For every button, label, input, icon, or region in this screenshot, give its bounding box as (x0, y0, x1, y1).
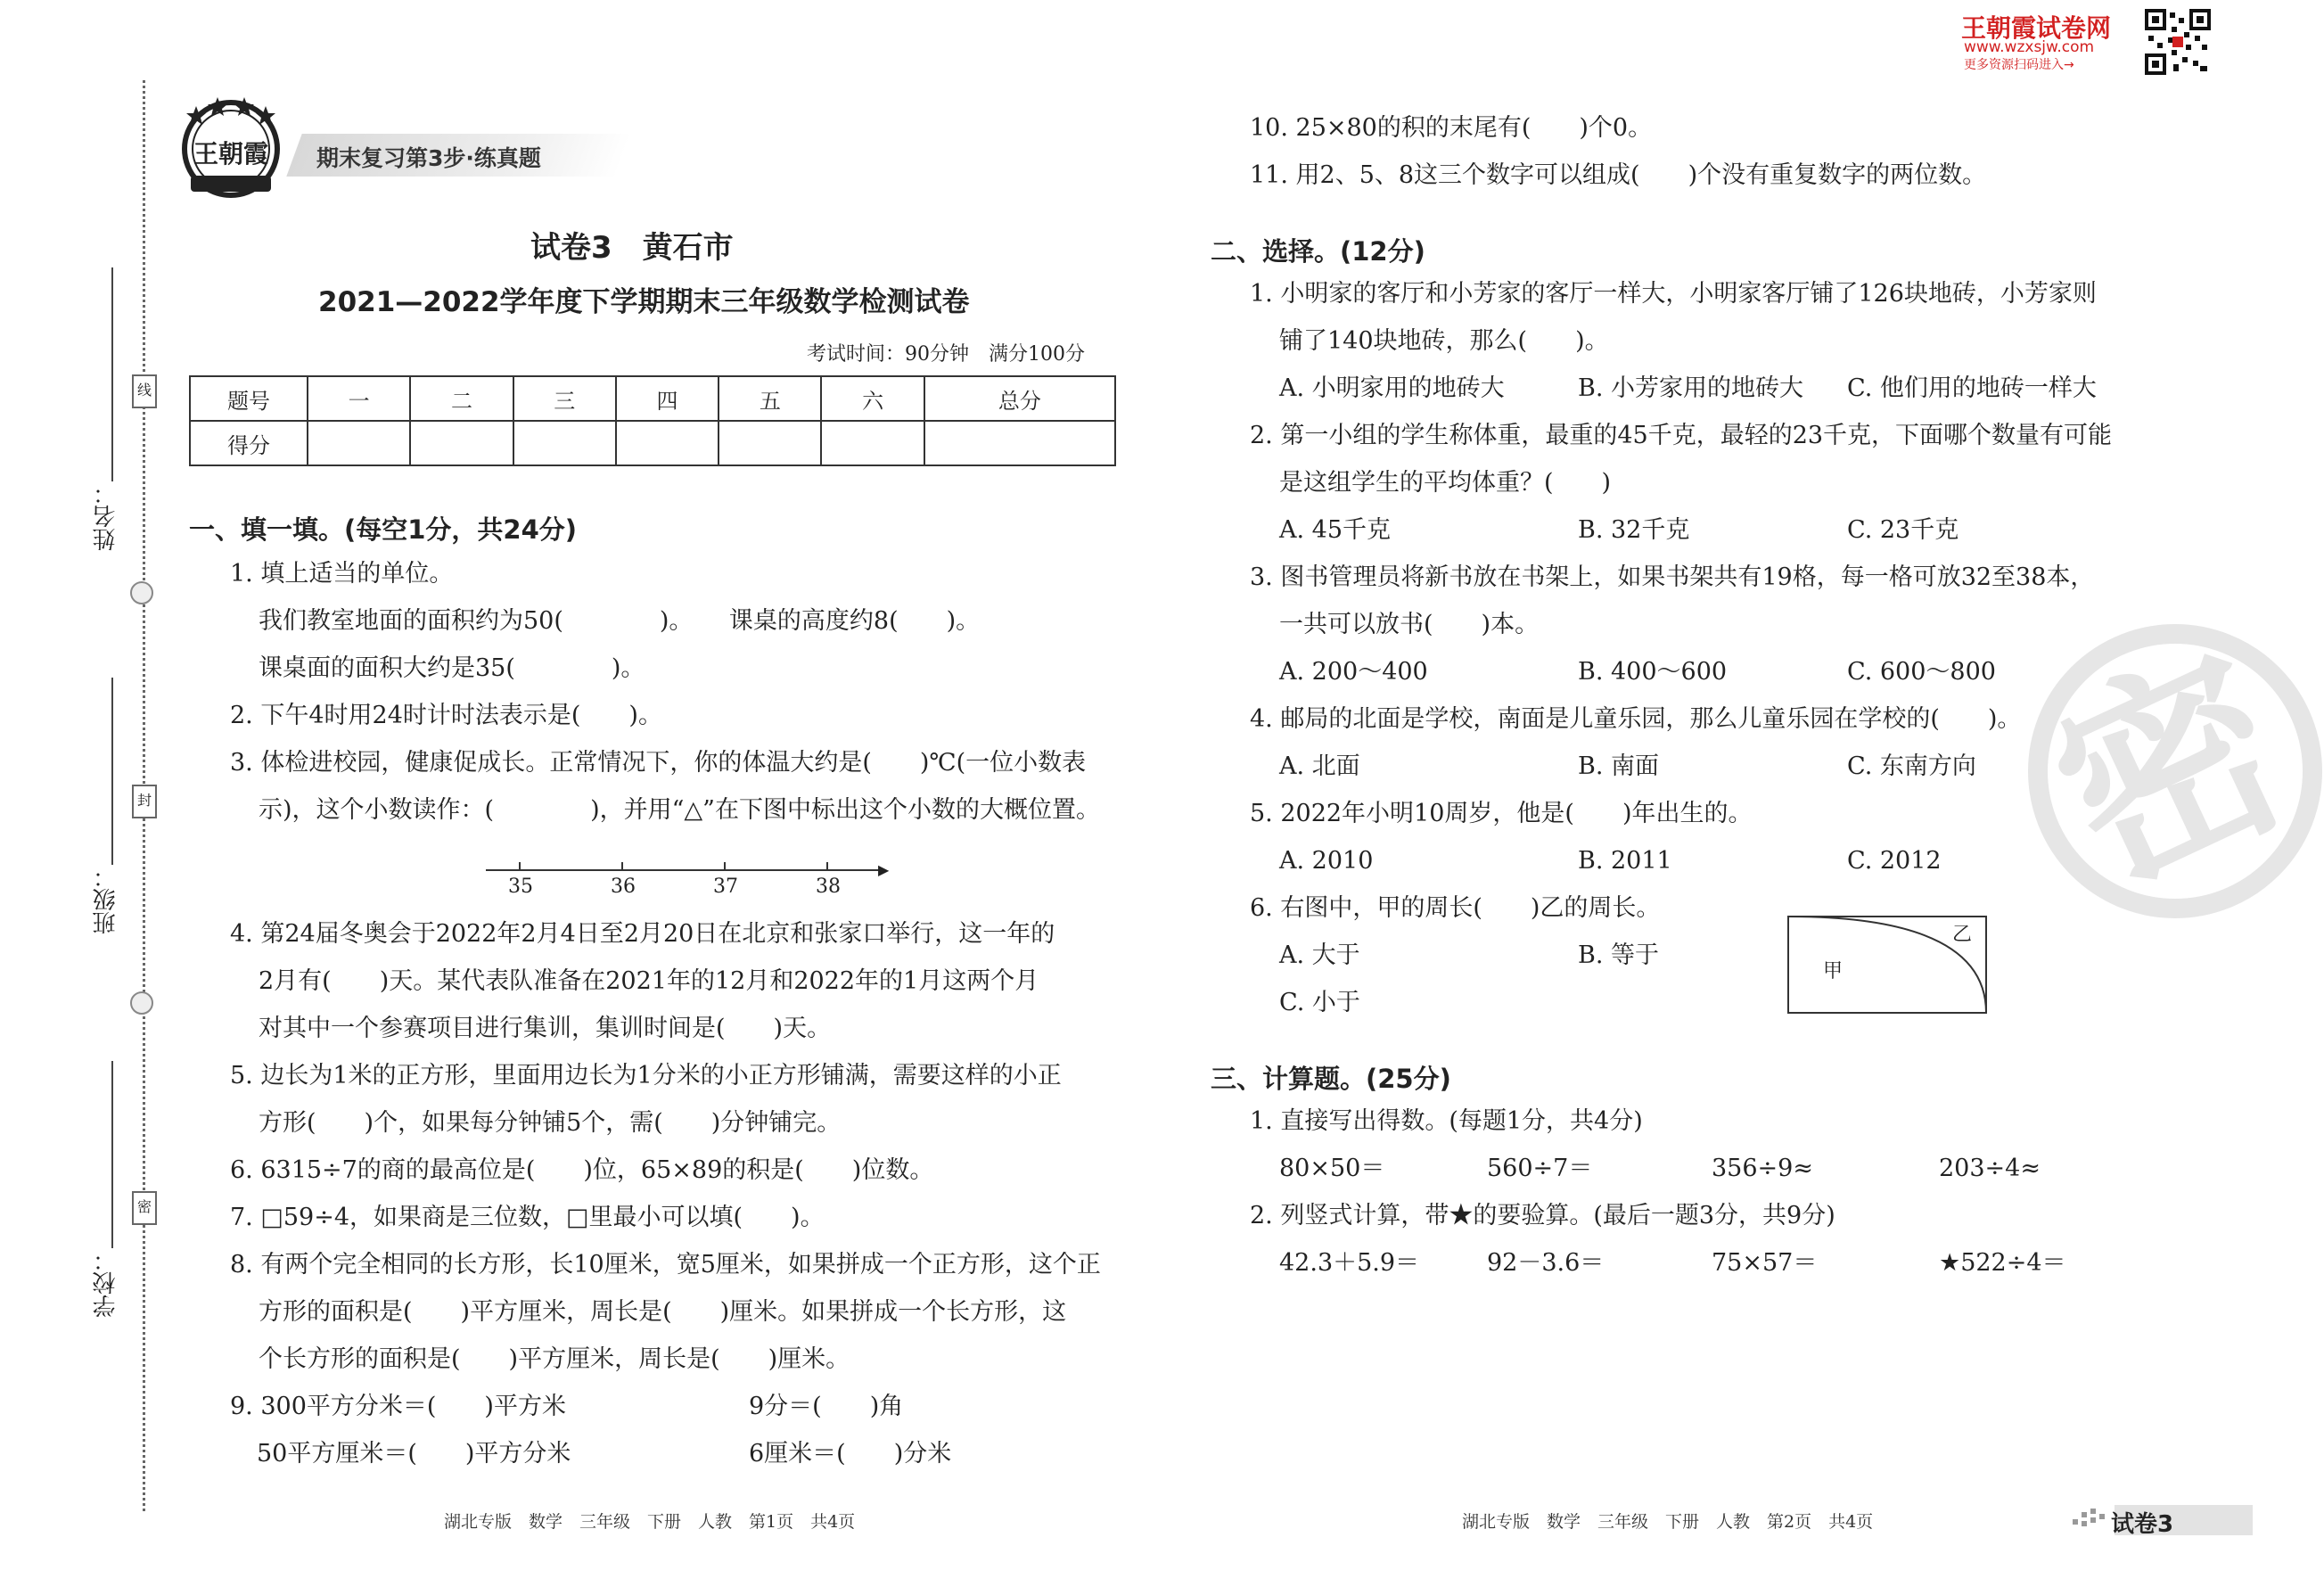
question-line: 6. 右图中，甲的周长( )乙的周长。 (1250, 894, 1661, 922)
question-line: 4. 第24届冬奥会于2022年2月4日至2月20日在北京和张家口举行，这一年的 (230, 920, 1055, 948)
vertical-calc-item[interactable]: 42.3＋5.9＝ (1279, 1249, 1420, 1277)
logo-text: 王朝霞 (193, 139, 268, 169)
score-header-cell: 题号 (190, 376, 308, 421)
section1-title: 一、填一填。(每空1分，共24分) (189, 514, 578, 545)
section3-title: 三、计算题。(25分) (1211, 1064, 1451, 1094)
question-line: 一共可以放书( )本。 (1279, 611, 1540, 638)
question-line: 3. 体检进校园，健康促成长。正常情况下，你的体温大约是( )℃(一位小数表 (230, 749, 1087, 777)
question-line: 铺了140块地砖，那么( )。 (1279, 327, 1609, 355)
option[interactable]: A. 北面 (1279, 752, 1360, 780)
question-line: 9分＝( )角 (749, 1393, 904, 1420)
binding-bead (130, 581, 153, 604)
school-blank-line[interactable] (111, 1061, 113, 1248)
figure-label-jia: 甲 (1823, 960, 1844, 982)
banner-text: 期末复习第3步·练真题 (316, 145, 541, 171)
question-line: 4. 邮局的北面是学校，南面是儿童乐园，那么儿童乐园在学校的( )。 (1250, 705, 2022, 733)
option[interactable]: B. 等于 (1578, 941, 1660, 969)
class-blank-line[interactable] (111, 678, 113, 865)
qr-code-icon[interactable] (2145, 9, 2211, 75)
binding-tag-mi: 密 (132, 1191, 157, 1225)
exam-info: 考试时间：90分钟 满分100分 (807, 343, 1085, 366)
option[interactable]: C. 他们用的地砖一样大 (1847, 374, 2097, 402)
footer-left: 湖北专版 数学 三年级 下册 人教 第1页 共4页 (444, 1512, 856, 1532)
binding-bead (130, 991, 153, 1015)
score-header-cell: 一 (308, 376, 410, 421)
brand-logo (178, 94, 283, 199)
vertical-calc-item[interactable]: ★522÷4＝ (1939, 1249, 2066, 1277)
score-header-cell: 总分 (924, 376, 1115, 421)
number-line-tick (621, 862, 623, 871)
question-line: 11. 用2、5、8这三个数字可以组成( )个没有重复数字的两位数。 (1250, 161, 1987, 189)
number-line-tick (826, 862, 828, 871)
question-line: 1. 小明家的客厅和小芳家的客厅一样大，小明家客厅铺了126块地砖，小芳家则 (1250, 280, 2097, 308)
name-label: 姓名： (93, 481, 119, 551)
question-line: 8. 有两个完全相同的长方形，长10厘米，宽5厘米，如果拼成一个正方形，这个正 (230, 1251, 1101, 1278)
option[interactable]: B. 32千克 (1578, 516, 1690, 544)
question-line: 2. 列竖式计算，带★的要验算。(最后一题3分，共9分) (1250, 1202, 1835, 1229)
question-line: 课桌面的面积大约是35( )。 (259, 654, 645, 682)
vertical-calc-item[interactable]: 92－3.6＝ (1487, 1249, 1605, 1277)
exam-subtitle: 2021—2022学年度下学期期末三年级数学检测试卷 (318, 286, 970, 318)
question-line: 50平方厘米＝( )平方分米 (257, 1440, 571, 1468)
question-line: 示)，这个小数读作：( )，并用“△”在下图中标出这个小数的大概位置。 (259, 796, 1100, 824)
figure-label-yi: 乙 (1952, 924, 1973, 946)
oral-calc-item[interactable]: 560÷7＝ (1487, 1155, 1593, 1182)
footer-right: 湖北专版 数学 三年级 下册 人教 第2页 共4页 (1462, 1512, 1874, 1532)
option[interactable]: A. 小明家用的地砖大 (1279, 374, 1505, 402)
score-cell[interactable] (719, 421, 821, 465)
oral-calc-item[interactable]: 80×50＝ (1279, 1155, 1385, 1182)
number-line-label: 37 (713, 876, 738, 898)
question-line: 9. 300平方分米＝( )平方米 (230, 1393, 566, 1420)
question-line: 5. 2022年小明10周岁，他是( )年出生的。 (1250, 800, 1753, 827)
watermark-char: 密 (2021, 613, 2320, 930)
paper-tag-dots-icon (2073, 1507, 2108, 1530)
question-line: 5. 边长为1米的正方形，里面用边长为1分米的小正方形铺满，需要这样的小正 (230, 1062, 1062, 1089)
option[interactable]: B. 2011 (1578, 847, 1672, 875)
score-header-row (190, 376, 1115, 421)
option[interactable]: C. 小于 (1279, 989, 1360, 1016)
question-line: 2. 下午4时用24时计时法表示是( )。 (230, 702, 662, 729)
score-cell[interactable] (924, 421, 1115, 465)
perimeter-figure (1787, 916, 1994, 1015)
number-line-label: 35 (508, 876, 533, 898)
site-name[interactable]: 王朝霞试卷网 (1961, 13, 2112, 43)
option[interactable]: B. 南面 (1578, 752, 1660, 780)
number-line-label: 36 (611, 876, 636, 898)
option[interactable]: C. 600～800 (1847, 658, 1996, 686)
option[interactable]: C. 23千克 (1847, 516, 1959, 544)
question-line: 10. 25×80的积的末尾有( )个0。 (1250, 114, 1653, 142)
score-table (189, 375, 1116, 466)
question-line: 方形的面积是( )平方厘米，周长是( )厘米。如果拼成一个长方形，这 (259, 1298, 1067, 1326)
number-line-tick (724, 862, 726, 871)
score-header-cell: 六 (821, 376, 924, 421)
oral-calc-item[interactable]: 356÷9≈ (1712, 1155, 1813, 1182)
score-header-cell: 四 (616, 376, 719, 421)
section2-title: 二、选择。(12分) (1211, 236, 1425, 267)
option[interactable]: C. 2012 (1847, 847, 1942, 875)
number-line (486, 869, 883, 871)
score-row (190, 421, 1115, 465)
vertical-calc-item[interactable]: 75×57＝ (1712, 1249, 1818, 1277)
option[interactable]: C. 东南方向 (1847, 752, 1976, 780)
number-line-tick (519, 862, 521, 871)
question-line: 3. 图书管理员将新书放在书架上，如果书架共有19格，每一格可放32至38本， (1250, 563, 2095, 591)
question-line: 方形( )个，如果每分钟铺5个，需( )分钟铺完。 (259, 1109, 842, 1137)
option[interactable]: A. 45千克 (1279, 516, 1392, 544)
question-line: 6厘米＝( )分米 (749, 1440, 952, 1468)
score-cell[interactable] (308, 421, 410, 465)
score-cell[interactable] (410, 421, 513, 465)
score-header-cell: 二 (410, 376, 513, 421)
number-line-arrow-icon: ▶ (878, 861, 890, 878)
school-label: 学校： (93, 1248, 119, 1318)
question-line: 我们教室地面的面积约为50( )。 课桌的高度约8( )。 (259, 607, 981, 635)
question-line: 1. 填上适当的单位。 (230, 560, 454, 588)
option[interactable]: B. 400～600 (1578, 658, 1728, 686)
question-line: 6. 6315÷7的商的最高位是( )位，65×89的积是( )位数。 (230, 1156, 934, 1184)
question-line: 个长方形的面积是( )平方厘米，周长是( )厘米。 (259, 1345, 850, 1373)
binding-tag-feng: 封 (132, 785, 157, 818)
score-cell[interactable] (821, 421, 924, 465)
question-line: 2月有( )天。某代表队准备在2021年的12月和2022年的1月这两个月 (259, 967, 1039, 995)
option[interactable]: A. 大于 (1279, 941, 1360, 969)
question-line: 对其中一个参赛项目进行集训，集训时间是( )天。 (259, 1015, 832, 1042)
oral-calc-item[interactable]: 203÷4≈ (1939, 1155, 2041, 1182)
option[interactable]: A. 200～400 (1279, 658, 1428, 686)
score-cell[interactable] (513, 421, 616, 465)
question-line: 7. □59÷4，如果商是三位数，□里最小可以填( )。 (230, 1204, 825, 1231)
score-cell[interactable] (616, 421, 719, 465)
paper-tag: 试卷3 (2111, 1511, 2174, 1538)
question-line: 1. 直接写出得数。(每题1分，共4分) (1250, 1107, 1643, 1135)
question-line: 2. 第一小组的学生称体重，最重的45千克，最轻的23千克，下面哪个数量有可能 (1250, 422, 2113, 449)
score-row-label: 得分 (190, 421, 308, 465)
exam-title: 试卷3 黄石市 (530, 230, 734, 266)
site-note: 更多资源扫码进入→ (1964, 58, 2074, 72)
score-header-cell: 三 (513, 376, 616, 421)
option[interactable]: A. 2010 (1279, 847, 1374, 875)
site-url[interactable]: www.wzxsjw.com (1964, 38, 2095, 56)
option[interactable]: B. 小芳家用的地砖大 (1578, 374, 1804, 402)
binding-tag-xian: 线 (132, 374, 157, 408)
class-label: 班级： (93, 865, 119, 934)
question-line: 是这组学生的平均体重？( ) (1279, 469, 1612, 497)
name-blank-line[interactable] (111, 267, 113, 481)
score-header-cell: 五 (719, 376, 821, 421)
number-line-label: 38 (816, 876, 841, 898)
